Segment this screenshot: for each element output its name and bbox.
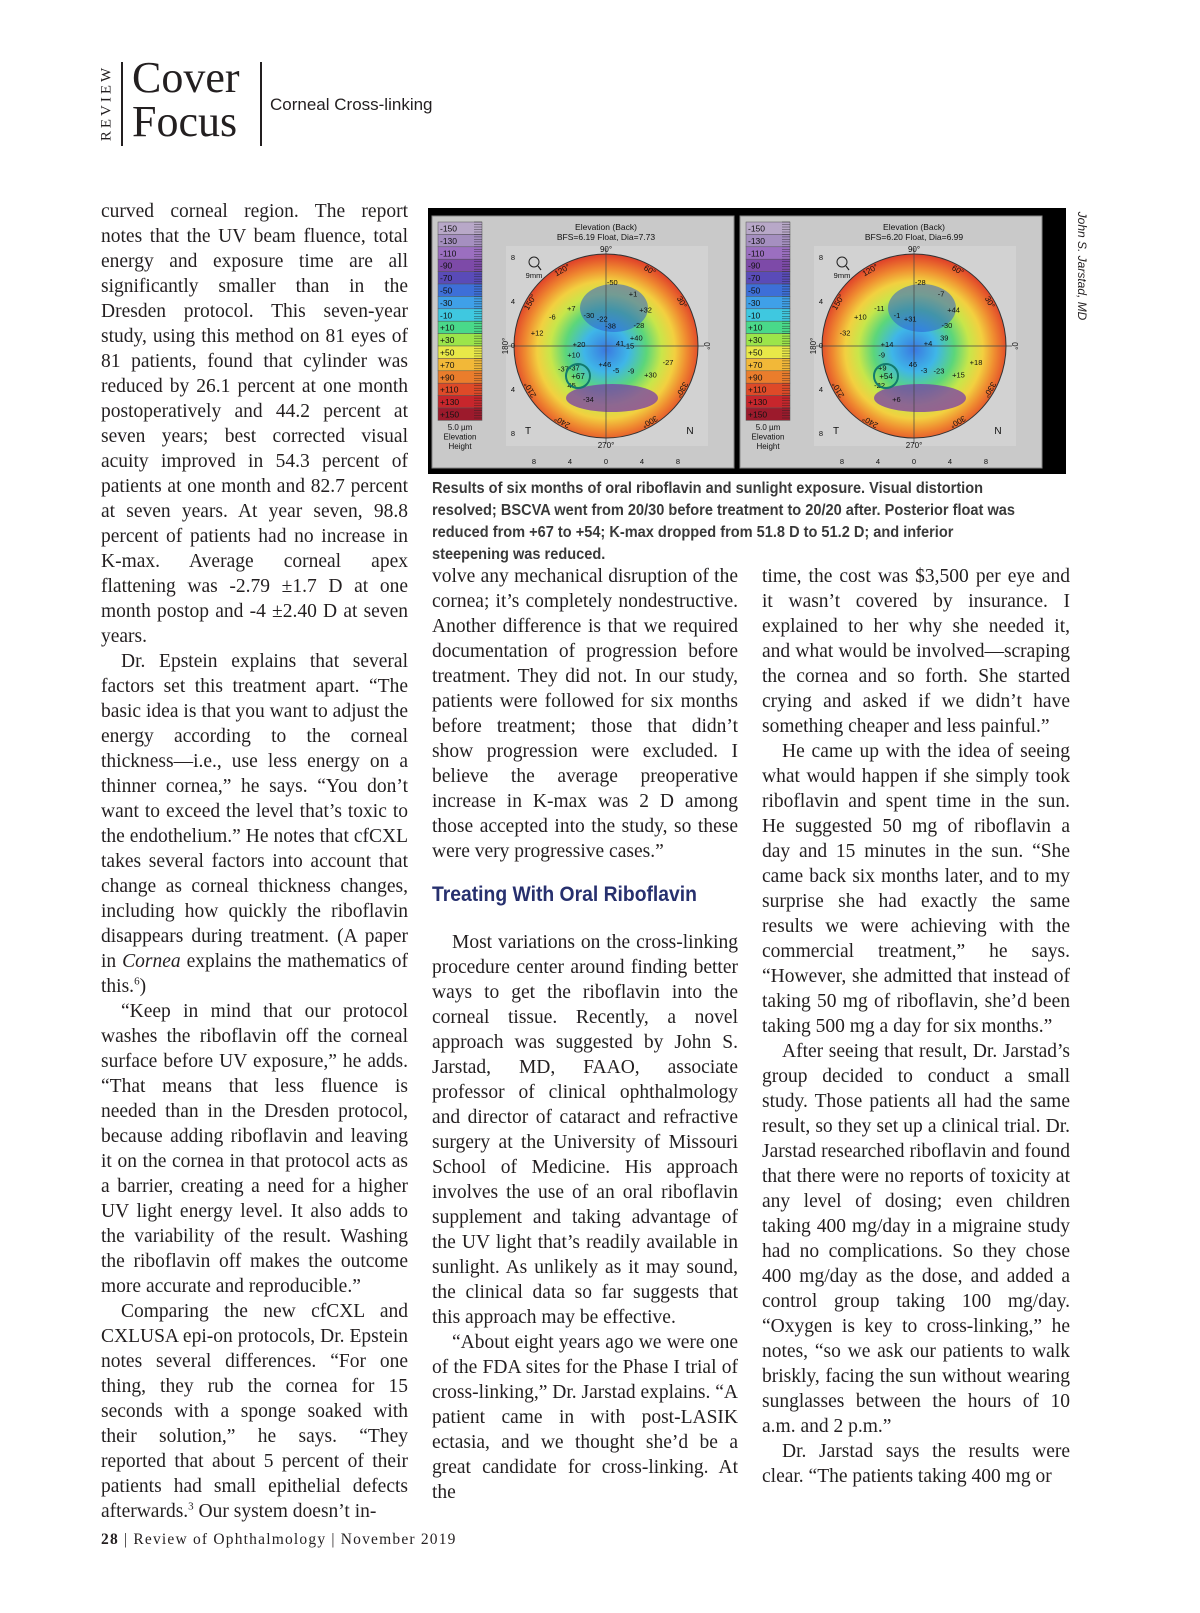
angle-label: 300°	[948, 413, 968, 430]
elevation-value: +10	[853, 312, 867, 322]
elevation-value: -37	[568, 363, 580, 373]
angle-label: 210°	[830, 380, 847, 400]
elevation-value: -27	[662, 358, 674, 368]
legend-value: -50	[748, 285, 761, 296]
temporal-label: T	[832, 426, 840, 437]
elevation-value: -23	[933, 366, 945, 376]
map-subtitle: BFS=6.19 Float, Dia=7.73	[556, 232, 656, 242]
paragraph: Dr. Epstein explains that several factors set this treatment apart. “The basic idea is that you want to adjust the energy according to the corneal thickness—i.e., use less energy on a thinner cornea,” he says. “You don’t want to exceed the level that’s toxic to the endothelium.” He notes that cfCXL takes several factors into account that change as corneal thickness changes, including how quickly the riboflavin disappears during treatment. (A paper in Cornea explains the mathematics of this.$^6$)	[101, 651, 408, 997]
angle-label: 30°	[674, 294, 689, 310]
paragraph: After seeing that result, Dr. Jarstad’s group decided to conduct a small study. Those patients all had the same result, so they set up a clinical trial. Dr. Jarstad researched riboflavin and found that there were no reports of toxicity at any level of dosing; even children taking 400 mg/day in a migraine study had no complications. So they chose 400 mg/day as the dose, and added a control group taking 100 mg/day. “Oxygen is key to cross-linking,” he notes, “so we ask our patients to walk briskly, facing the sun without wearing sunglasses between the hours of 10 a.m. and 2 p.m.”	[762, 1041, 1070, 1437]
angle-label: 90°	[907, 245, 921, 254]
elevation-value: +1	[628, 289, 638, 299]
legend-value: -30	[748, 297, 761, 308]
elevation-value: +46	[598, 360, 612, 370]
elevation-value: +18	[969, 358, 983, 368]
elevation-value: -22	[874, 380, 886, 390]
paragraph: time, the cost was $3,500 per eye and it wasn’t covered by insurance. I explained to her why she needed it, and what would be involved—scraping the cornea and so forth. She started crying and asked if we didn’t have something cheaper and less painful.”	[762, 566, 1070, 737]
figure-caption: Results of six months of oral riboflavin and sunlight exposure. Visual distortion resolved; BSCVA went from 20/30 before treatment to 20/20 after. Posterior float was reduced from +67 to +54; K-max dropped from 51.8 D to 51.2 D; and inferior steepening was reduced.	[432, 480, 1015, 563]
legend-value: +70	[440, 359, 455, 370]
angle-label: 300°	[640, 413, 660, 430]
steepest-point-value: +54	[879, 372, 893, 381]
axis-tick-label: 8	[983, 457, 989, 466]
paragraph: Comparing the new cfCXL and CXLUSA epi-on protocols, Dr. Epstein notes several differences. “For one thing, they rub the cornea for 15 seconds with a sponge soaked with their solution,” he says. “They reported that about 5 percent of their patients had small epithelial defects afterwards.$^3$ Our system doesn’t in-	[101, 1301, 408, 1522]
elevation-legend	[746, 222, 790, 451]
elevation-value: +15	[952, 370, 965, 380]
elevation-value: 41	[615, 339, 625, 348]
elevation-value: +44	[947, 305, 960, 315]
axis-tick-label: 4	[818, 297, 824, 306]
angle-label: 0°	[702, 342, 711, 350]
legend-value: -30	[440, 297, 453, 308]
legend-footer-text: Elevation	[443, 432, 477, 442]
elevation-value: -30	[583, 311, 595, 321]
map-title: Elevation (Back)	[575, 222, 637, 232]
legend-value: -50	[440, 285, 453, 296]
angle-label: 270°	[905, 441, 923, 450]
angle-label: 330°	[673, 380, 690, 400]
legend-value: +110	[440, 384, 459, 395]
zoom-label: 9mm	[525, 271, 543, 280]
elevation-legend	[438, 222, 482, 451]
elevation-value: +20	[572, 340, 586, 350]
topography-map-right	[740, 216, 1042, 468]
temporal-label: T	[524, 426, 532, 437]
article-column-2	[432, 564, 738, 1505]
legend-value: -110	[748, 248, 765, 259]
elevation-value: +32	[639, 305, 652, 315]
legend-value: -70	[440, 273, 453, 284]
angle-label: 30°	[982, 294, 997, 310]
map-subtitle: BFS=6.20 Float, Dia=6.99	[864, 232, 964, 242]
legend-value: -10	[748, 310, 761, 321]
angle-label: 60°	[950, 263, 966, 278]
elevation-value: -3	[920, 365, 928, 375]
nasal-label: N	[994, 426, 1002, 437]
axis-tick-label: 4	[510, 297, 516, 306]
legend-value: -90	[440, 260, 453, 271]
paragraph: “Keep in mind that our protocol washes the riboflavin off the corneal surface before UV exposure,” he adds. “That means that less fluence is needed than in the Dresden protocol, because adding riboflavin and leaving it on the cornea in that protocol acts as a barrier, creating a need for a higher UV light energy level. It also adds to the variability of the result. Washing the riboflavin off makes the outcome more accurate and reproducible.”	[101, 1001, 408, 1297]
header-divider	[260, 62, 262, 146]
angle-label: 330°	[981, 380, 998, 400]
legend-footer-text: Elevation	[751, 432, 785, 442]
axis-tick-label: 4	[510, 385, 516, 394]
legend-value: -130	[440, 235, 458, 246]
elevation-value: 46	[908, 360, 918, 370]
issue-date: November 2019	[340, 1531, 457, 1548]
axis-tick-label: 0	[603, 457, 609, 466]
angle-label: 120°	[552, 262, 572, 279]
steepest-point-value: +67	[571, 372, 585, 381]
axis-tick-label: 4	[567, 457, 573, 466]
axis-tick-label: 8	[675, 457, 681, 466]
legend-value: +50	[440, 347, 455, 358]
paragraph: He came up with the idea of seeing what would happen if she simply took riboflavin and spent time in the sun. He suggested 50 mg of riboflavin a day and 15 minutes in the sun. “She came back six months later, and to my surprise she had exactly the same results we were achieving with the commercial treatment,” he says. “However, she admitted that instead of taking 50 mg of riboflavin, she’d been taking 500 mg a day for six months.”	[762, 741, 1070, 1037]
map-title: Elevation (Back)	[883, 222, 945, 232]
header-divider	[121, 62, 123, 146]
legend-value: -90	[748, 260, 761, 271]
angle-label: 180°	[809, 337, 818, 355]
legend-footer-text: 5.0 µm	[755, 423, 781, 432]
elevation-value: -37	[557, 364, 569, 374]
legend-footer-text: Height	[448, 442, 472, 451]
header-focus-word: Focus	[132, 97, 238, 146]
elevation-value: 45	[567, 380, 576, 390]
section-title: Corneal Cross-linking	[270, 95, 433, 114]
article-column-3	[762, 564, 1070, 1489]
paragraph: volve any mechanical disruption of the cornea; it’s completely nondestructive. Another difference is that we required documentation of progression before treatment. They did not. In our study, patients were followed for six months before treatment; those that didn’t show progression were excluded. I believe the average preoperative increase in K-max was 2 D among those accepted into the study, so these were very progressive cases.”	[432, 566, 738, 862]
paragraph: curved corneal region. The report notes that the UV beam fluence, total energy and exposure time are all significantly smaller than in the Dresden protocol. This seven-year study, using this method on 81 eyes of 81 patients, found that cylinder was reduced by 26.1 percent at one month postoperatively and 44.2 percent at seven years; best corrected visual acuity improved in 54.3 percent of patients at one month and 82.7 percent at seven years. At year seven, 98.8 percent of patients had no increase in K-max. Average corneal apex flattening was -2.79 ±1.7 D at one month postop and -4 ±2.40 D at seven years.	[101, 201, 408, 647]
elevation-value: -7	[937, 289, 945, 299]
paragraph: “About eight years ago we were one of the FDA sites for the Phase I trial of cross-linking,” Dr. Jarstad explains. “A patient came in with post-LASIK ectasia, and we thought she’d be a great candidate for cross-linking. At the	[432, 1332, 738, 1503]
elevation-value: -28	[633, 321, 645, 331]
elevation-value: -9	[878, 350, 886, 360]
subheading: Treating With Oral Riboflavin	[432, 883, 697, 906]
angle-label: 210°	[522, 380, 539, 400]
elevation-value: 39	[940, 333, 949, 343]
topography-map-left	[432, 216, 734, 468]
elevation-value: -28	[914, 278, 926, 288]
page-number: 28	[101, 1531, 119, 1548]
angle-label: 240°	[552, 413, 572, 430]
legend-value: +10	[440, 322, 455, 333]
legend-value: +30	[748, 335, 763, 346]
legend-footer-text: 5.0 µm	[447, 423, 473, 432]
elevation-value: -30	[941, 321, 953, 331]
elevation-value: -5	[612, 365, 620, 375]
paragraph: Dr. Jarstad says the results were clear. “The patients taking 400 mg or	[762, 1441, 1070, 1487]
angle-label: 240°	[860, 413, 880, 430]
angle-label: 60°	[642, 263, 658, 278]
angle-label: 150°	[830, 292, 847, 312]
angle-label: 180°	[501, 337, 510, 355]
axis-tick-label: 4	[947, 457, 953, 466]
article-column-1	[101, 199, 408, 1524]
axis-tick-label: 8	[531, 457, 537, 466]
elevation-value: -9	[627, 366, 635, 376]
legend-value: +10	[748, 322, 763, 333]
axis-tick-label: 8	[839, 457, 845, 466]
elevation-value: -38	[605, 321, 616, 331]
elevation-value: -50	[606, 278, 618, 288]
legend-value: +30	[440, 335, 455, 346]
legend-value: +150	[748, 409, 768, 420]
axis-tick-label: 8	[510, 429, 516, 438]
angle-label: 120°	[860, 262, 880, 279]
elevation-value: +7	[567, 303, 576, 313]
page-footer: 28 | Review of Ophthalmology | November 2019	[101, 1531, 457, 1548]
elevation-value: +10	[567, 350, 581, 360]
angle-label: 0°	[1010, 342, 1019, 350]
elevation-value: -22	[596, 314, 608, 324]
paragraph: Most variations on the cross-linking procedure center around finding better ways to get the riboflavin into the corneal tissue. Recently, a novel approach was suggested by John S. Jarstad, MD, FAAO, associate professor of clinical ophthalmology and director of cataract and refractive surgery at the University of Missouri School of Medicine. His approach involves the use of an oral riboflavin supplement and taking advantage of the UV light that’s readily available in sunlight. As unlikely as it may sound, the clinical data so far suggests that this approach may be effective.	[432, 932, 738, 1328]
legend-value: +150	[440, 409, 460, 420]
review-vertical-label: REVIEW	[98, 64, 115, 142]
legend-value: +50	[748, 347, 763, 358]
angle-label: 150°	[522, 292, 539, 312]
axis-tick-label: 8	[818, 429, 824, 438]
elevation-value: -15	[623, 341, 635, 351]
photo-credit: John S. Jarstad, MD	[1075, 211, 1089, 321]
axis-tick-label: 8	[818, 253, 824, 262]
legend-value: -110	[440, 248, 457, 259]
axis-tick-label: 8	[510, 253, 516, 262]
legend-value: +70	[748, 359, 763, 370]
axis-tick-label: 0	[818, 341, 824, 350]
elevation-value: +9	[878, 363, 887, 373]
nasal-label: N	[686, 426, 694, 437]
elevation-value: -11	[874, 303, 885, 313]
elevation-value: -32	[839, 328, 851, 338]
elevation-value: +6	[892, 394, 901, 404]
elevation-value: +12	[530, 328, 544, 338]
axis-tick-label: 4	[639, 457, 645, 466]
legend-footer-text: Height	[756, 442, 780, 451]
corneal-topography-figure	[428, 208, 1066, 474]
header-cover-word: Cover	[132, 53, 240, 102]
axis-tick-label: 4	[818, 385, 824, 394]
legend-value: +110	[748, 384, 767, 395]
legend-value: +130	[440, 397, 460, 408]
elevation-value: +30	[644, 370, 657, 380]
elevation-value: -6	[548, 312, 556, 322]
legend-value: -150	[440, 223, 458, 234]
zoom-label: 9mm	[833, 271, 851, 280]
elevation-value: +14	[880, 340, 894, 350]
legend-value: -150	[748, 223, 766, 234]
legend-value: +90	[440, 372, 455, 383]
legend-value: +90	[748, 372, 763, 383]
legend-value: -10	[440, 310, 453, 321]
elevation-value: +31	[903, 314, 917, 324]
angle-label: 90°	[599, 245, 613, 254]
axis-tick-label: 0	[510, 341, 516, 350]
axis-tick-label: 4	[875, 457, 881, 466]
elevation-value: +40	[629, 333, 643, 343]
legend-value: +130	[748, 397, 768, 408]
elevation-value: -34	[582, 394, 594, 404]
legend-value: -130	[748, 235, 766, 246]
elevation-value: -1	[893, 311, 901, 321]
angle-label: 270°	[597, 441, 615, 450]
magazine-name: Review of Ophthalmology	[133, 1531, 327, 1548]
axis-tick-label: 0	[911, 457, 917, 466]
legend-value: -70	[748, 273, 761, 284]
elevation-value: +4	[923, 339, 933, 348]
